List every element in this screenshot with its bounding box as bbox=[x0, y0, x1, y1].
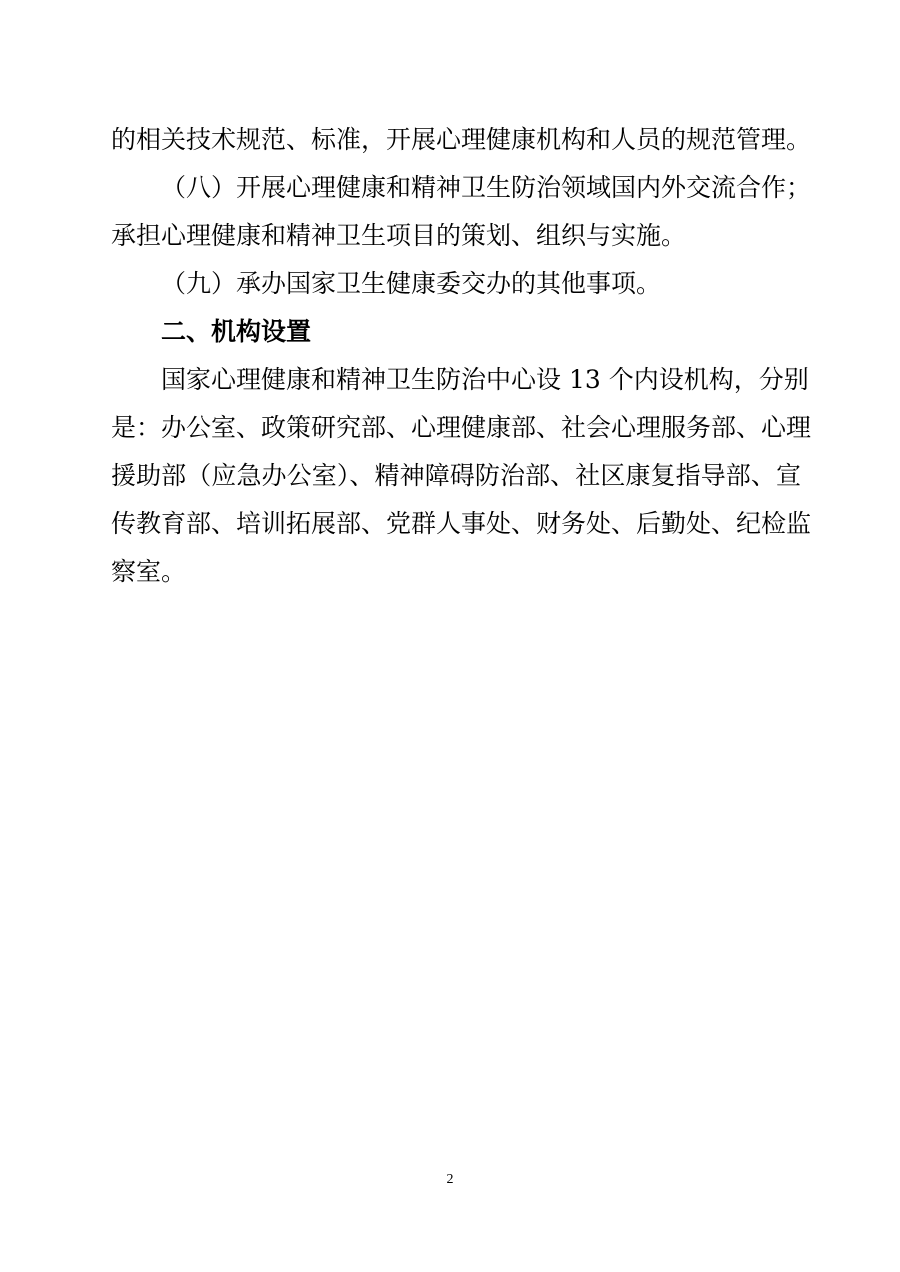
paragraph-line: 援助部（应急办公室）、精神障碍防治部、社区康复指导部、宣 bbox=[111, 461, 801, 490]
paragraph-line: 察室。 bbox=[111, 557, 187, 586]
paragraph-line: （八）开展心理健康和精神卫生防治领域国内外交流合作； bbox=[161, 173, 812, 202]
page-number: 2 bbox=[446, 1172, 454, 1187]
section-heading: 二、机构设置 bbox=[161, 317, 312, 346]
paragraph-line: 的相关技术规范、标准，开展心理健康机构和人员的规范管理。 bbox=[111, 125, 812, 154]
paragraph-line: （九）承办国家卫生健康委交办的其他事项。 bbox=[161, 269, 662, 298]
paragraph-line: 国家心理健康和精神卫生防治中心设 13 个内设机构，分别 bbox=[161, 365, 809, 394]
paragraph-line: 传教育部、培训拓展部、党群人事处、财务处、后勤处、纪检监 bbox=[111, 509, 812, 538]
paragraph-line: 承担心理健康和精神卫生项目的策划、组织与实施。 bbox=[111, 221, 687, 250]
paragraph-line: 是：办公室、政策研究部、心理健康部、社会心理服务部、心理 bbox=[111, 413, 812, 442]
